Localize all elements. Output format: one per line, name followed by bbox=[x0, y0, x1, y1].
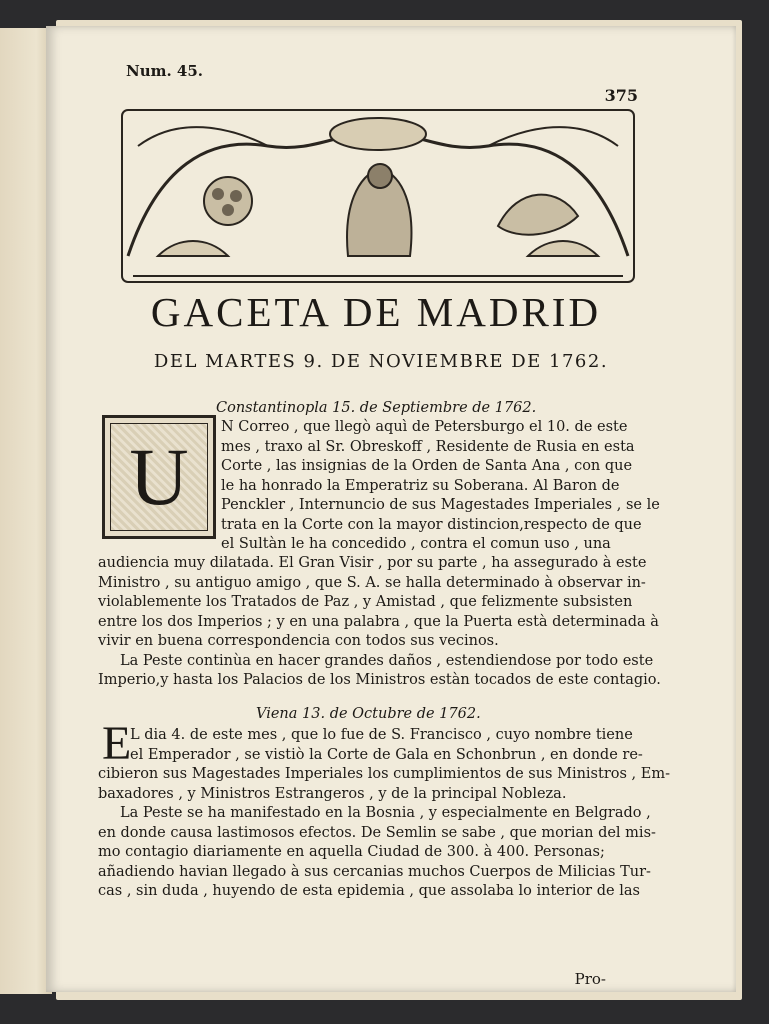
text-line: Ministro , su antiguo amigo , que S. A. se halla determinado à observar in- bbox=[98, 574, 646, 591]
text-line: Imperio,y hasta los Palacios de los Ministros estàn tocados de este contagio. bbox=[98, 672, 661, 688]
text-line: cibieron sus Magestades Imperiales los cumplimientos de sus Ministros , Em- bbox=[98, 766, 670, 782]
article-viena-indented bbox=[130, 726, 643, 765]
article-viena-full bbox=[98, 765, 670, 902]
text-line: Corte , las insignias de la Orden de Santa Ana , con que bbox=[221, 458, 633, 474]
left-page-edge bbox=[0, 28, 52, 994]
text-line: el Sultàn le ha concedido , contra el comun uso , una bbox=[221, 536, 611, 552]
text-line: baxadores , y Ministros Estrangeros , y de la principal Nobleza. bbox=[98, 785, 567, 802]
text-line: violablemente los Tratados de Paz , y Amistad , que felizmente subsisten bbox=[98, 594, 633, 610]
text-line: La Peste continùa en hacer grandes daños , estendiendose por todo este bbox=[120, 652, 654, 669]
text-line: vivir en buena correspondencia con todos sus vecinos. bbox=[98, 633, 499, 649]
text-line: el Emperador , se vistiò la Corte de Gala en Schonbrun , en donde re- bbox=[130, 746, 643, 763]
text-line: L dia 4. de este mes , que lo fue de S. Francisco , cuyo nombre tiene bbox=[130, 727, 633, 743]
article-constantinopla-indented bbox=[221, 418, 660, 555]
text-line: trata en la Corte con la mayor distincion,respecto de que bbox=[221, 516, 642, 533]
text-line: N Correo , que llegò aquì de Petersburgo el 10. de este bbox=[221, 419, 628, 435]
dateline-constantinopla: Constantinopla 15. de Septiembre de 1762. bbox=[216, 400, 537, 416]
text-line: le ha honrado la Emperatriz su Soberana. Al Baron de bbox=[221, 477, 620, 494]
text-line: La Peste se ha manifestado en la Bosnia , y especialmente en Belgrado , bbox=[120, 805, 651, 821]
text-line: Penckler , Internuncio de sus Magestades Imperiales , se le bbox=[221, 497, 660, 513]
text-line: mes , traxo al Sr. Obreskoff , Residente de Rusia en esta bbox=[221, 438, 635, 455]
page-number: 375 bbox=[604, 86, 638, 105]
ornamental-engraving bbox=[118, 106, 638, 286]
text-line: cas , sin duda , huyendo de esta epidemia , que assolaba lo interior de las bbox=[98, 883, 640, 899]
catchword: Pro- bbox=[574, 970, 606, 988]
article-constantinopla-full bbox=[98, 554, 661, 691]
text-line: audiencia muy dilatada. El Gran Visir , por su parte , ha assegurado à este bbox=[98, 555, 647, 571]
dateline-viena: Viena 13. de Octubre de 1762. bbox=[256, 706, 481, 722]
gazette-page bbox=[46, 26, 736, 992]
text-line: mo contagio diariamente en aquella Ciudad de 300. à 400. Personas; bbox=[98, 844, 605, 860]
text-line: añadiendo havian llegado à sus cercanias muchos Cuerpos de Milicias Tur- bbox=[98, 863, 651, 880]
text-line: entre los dos Imperios ; y en una palabra , que la Puerta està determinada à bbox=[98, 613, 659, 630]
decorated-initial-letter: U bbox=[129, 431, 189, 522]
issue-number: Num. 45. bbox=[126, 62, 204, 80]
text-line: en donde causa lastimosos efectos. De Semlin se sabe , que morian del mis- bbox=[98, 824, 656, 841]
masthead-subtitle: DEL MARTES 9. DE NOVIEMBRE DE 1762. bbox=[153, 351, 609, 372]
decorated-initial bbox=[102, 415, 216, 539]
masthead-title: GACETA DE MADRID bbox=[150, 289, 602, 335]
initial-letter-e: E bbox=[102, 717, 132, 770]
